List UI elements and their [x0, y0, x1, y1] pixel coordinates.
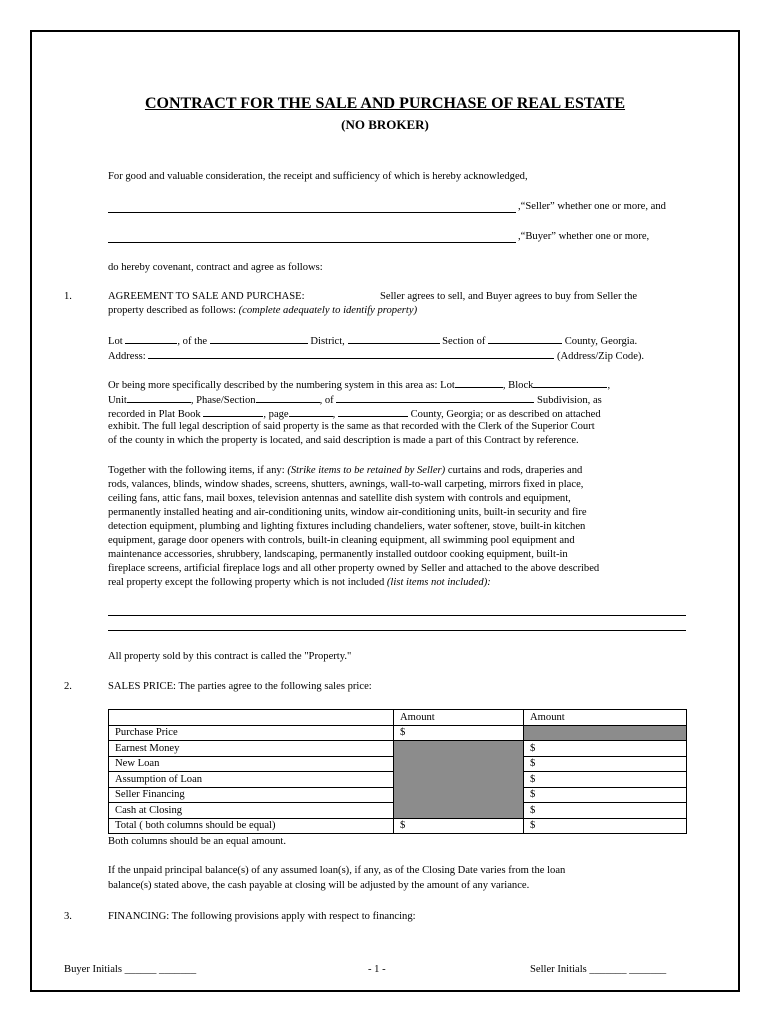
items-line-8: fireplace screens, artificial fireplace logs and all other property owned by Seller and attached to the above described [108, 563, 600, 574]
section2-number: 2. [64, 681, 72, 692]
block-field[interactable] [533, 377, 607, 388]
table-header-cell: Amount [524, 710, 687, 726]
page-field[interactable] [289, 406, 333, 417]
table-header-row [109, 710, 687, 726]
seller-initials[interactable]: Seller Initials _______ _______ [530, 964, 667, 975]
items-line-4: permanently installed heating and air-conditioning units, window air-conditioning units, built-in security and fire [108, 507, 587, 518]
district-field[interactable] [210, 333, 308, 344]
legal-line-1: exhibit. The full legal description of said property is the same as that recorded with the Clerk of the Superior Court [108, 421, 595, 432]
amount-cell[interactable]: $ [394, 725, 524, 741]
buyer-name-field[interactable] [108, 242, 516, 243]
items-line-5: detection equipment, plumbing and lighting fixtures including chandeliers, water softener, stove, built-in kitchen [108, 521, 586, 532]
section1-heading-text: Seller agrees to sell, and Buyer agrees to buy from Seller the [380, 291, 638, 302]
amount-cell[interactable]: $ [524, 803, 687, 819]
excluded-items-field-1[interactable] [108, 615, 686, 616]
amount-cell[interactable]: $ [394, 818, 524, 834]
section3-heading: FINANCING: The following provisions apply with respect to financing: [108, 911, 416, 922]
row-label: Total ( both columns should be equal) [109, 818, 394, 834]
row-label: Earnest Money [109, 741, 394, 757]
unit-field[interactable] [127, 392, 191, 403]
amount-cell[interactable]: $ [524, 818, 687, 834]
items-line-2: rods, valances, blinds, window shades, screens, shutters, awnings, wall-to-wall carpeting, mirrors fixed in place, [108, 479, 584, 490]
lot-number-field[interactable] [455, 377, 503, 388]
items-line-9: real property except the following property which is not included (list items not included): [108, 577, 491, 588]
sales-price-table [108, 709, 687, 834]
row-label: Seller Financing [109, 787, 394, 803]
amount-cell[interactable]: $ [524, 756, 687, 772]
covenant-text: do hereby covenant, contract and agree as follows: [108, 262, 323, 273]
row-label: New Loan [109, 756, 394, 772]
lot-field[interactable] [125, 333, 177, 344]
row-label: Purchase Price [109, 725, 394, 741]
section1-heading-text2: property described as follows: [108, 305, 236, 316]
table-row [109, 818, 687, 834]
amount-cell[interactable]: $ [524, 772, 687, 788]
buyer-label: ,“Buyer” whether one or more, [518, 231, 650, 242]
subdivision-field[interactable] [336, 392, 534, 403]
legal-line-2: of the county in which the property is located, and said description is made a part of this Contract by reference. [108, 435, 579, 446]
section1-number: 1. [64, 291, 72, 302]
buyer-initials[interactable]: Buyer Initials ______ _______ [64, 964, 197, 975]
items-line-6: equipment, garage door openers with controls, built-in cleaning equipment, all swimming pool equipment and [108, 535, 575, 546]
amount-cell[interactable]: $ [524, 787, 687, 803]
plat-book-field[interactable] [203, 406, 263, 417]
section-field[interactable] [488, 333, 562, 344]
intro-text: For good and valuable consideration, the receipt and sufficiency of which is hereby acknowledged, [108, 171, 528, 182]
equal-amount-note: Both columns should be an equal amount. [108, 836, 287, 847]
variance-line-1: If the unpaid principal balance(s) of any assumed loan(s), if any, as of the Closing Date varies from the loan [108, 865, 566, 876]
shaded-cell [524, 725, 687, 741]
table-header-cell: Amount [394, 710, 524, 726]
excluded-items-field-2[interactable] [108, 630, 686, 631]
property-definition: All property sold by this contract is called the "Property." [108, 651, 352, 662]
seller-label: ,“Seller” whether one or more, and [518, 201, 666, 212]
amount-cell[interactable]: $ [524, 741, 687, 757]
section3-number: 3. [64, 911, 72, 922]
recorded-line: recorded in Plat Book , page , County, Georgia; or as described on attached [108, 406, 601, 422]
document-subtitle: (NO BROKER) [341, 117, 429, 132]
section1-heading: AGREEMENT TO SALE AND PURCHASE: [108, 291, 305, 302]
seller-name-field[interactable] [108, 212, 516, 213]
section2-heading: SALES PRICE: The parties agree to the following sales price: [108, 681, 372, 692]
district-name-field[interactable] [348, 333, 440, 344]
section1-heading-note: (complete adequately to identify property) [238, 305, 418, 316]
address-field[interactable] [148, 348, 554, 359]
items-line-3: ceiling fans, attic fans, mail boxes, television antennas and satellite dish system with controls and equipment, [108, 493, 571, 504]
lot-line: Lot , of the District, Section of County, Georgia. [108, 333, 692, 349]
variance-line-2: balance(s) stated above, the cash payable at closing will be adjusted by the amount of any variance. [108, 880, 530, 891]
items-line-1: Together with the following items, if any: (Strike items to be retained by Seller) curtains and rods, draperies and [108, 465, 583, 476]
county-field[interactable] [338, 406, 408, 417]
address-line: Address: (Address/Zip Code). [108, 348, 644, 364]
unit-line: Unit , Phase/Section , of Subdivision, as [108, 392, 602, 408]
page-number: - 1 - [368, 964, 386, 975]
shaded-cell [394, 741, 524, 819]
table-row [109, 725, 687, 741]
row-label: Cash at Closing [109, 803, 394, 819]
numbering-line: Or being more specifically described by the numbering system in this area as: Lot , Block , [108, 377, 610, 393]
phase-field[interactable] [256, 392, 320, 403]
table-header-cell [109, 710, 394, 726]
document-title: CONTRACT FOR THE SALE AND PURCHASE OF REAL ESTATE [144, 95, 626, 112]
row-label: Assumption of Loan [109, 772, 394, 788]
table-row [109, 741, 687, 757]
items-line-7: maintenance accessories, shrubbery, landscaping, permanently installed outdoor cooking equipment, built-in [108, 549, 568, 560]
